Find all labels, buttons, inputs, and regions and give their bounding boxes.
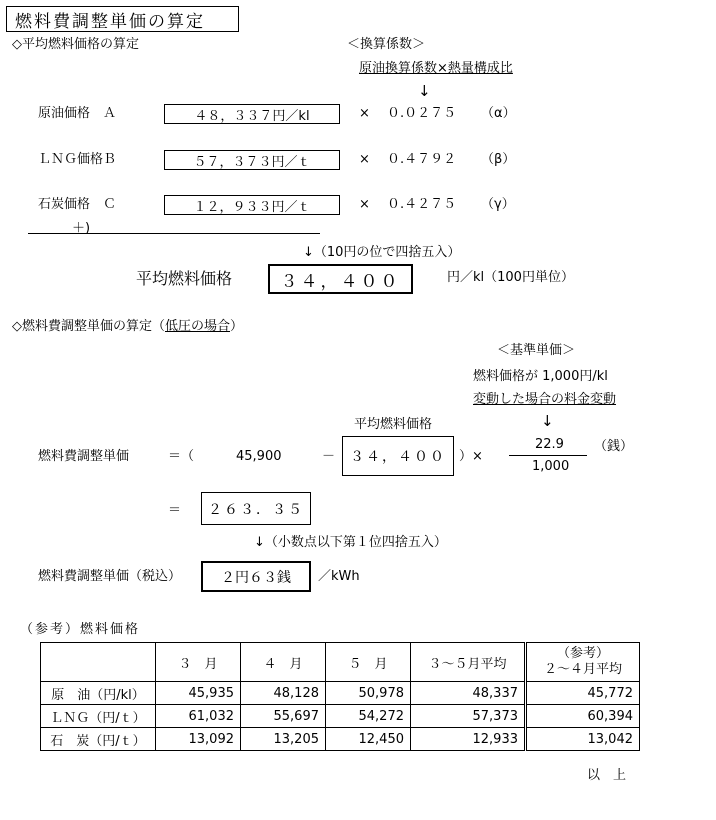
conversion-coef-subheader: 原油換算係数×熱量構成比 bbox=[359, 61, 513, 76]
coal-coef: ０.４２７５ bbox=[387, 197, 457, 212]
cell: 12,933 bbox=[411, 728, 526, 751]
lng-price-box bbox=[164, 150, 340, 170]
coal-symbol: （γ） bbox=[481, 197, 515, 212]
sum-plus-mark: ＋) bbox=[72, 221, 91, 236]
row-label-oil: 原 油（円/kl） bbox=[41, 682, 156, 705]
cell: 48,128 bbox=[241, 682, 326, 705]
formula-avg-price-value: ３４，４００ bbox=[350, 449, 446, 465]
coal-price-box bbox=[164, 195, 340, 215]
unit-sen: （銭） bbox=[594, 439, 634, 454]
table-row bbox=[41, 705, 640, 728]
header-feb-apr-average bbox=[526, 643, 640, 682]
tax-included-unit: ／kWh bbox=[318, 569, 360, 584]
formula-minus: － bbox=[322, 449, 336, 464]
round-note-1: ↓（10円の位で四捨五入） bbox=[303, 245, 461, 260]
oil-coef: ０.０２７５ bbox=[387, 106, 457, 121]
result-equals: ＝ bbox=[168, 503, 182, 518]
table-row bbox=[41, 682, 640, 705]
section2-heading-underlined: 低圧の場合 bbox=[165, 319, 231, 334]
table-header-row bbox=[41, 643, 640, 682]
conversion-coef-header: ＜換算係数＞ bbox=[347, 37, 426, 52]
coal-times: × bbox=[359, 197, 370, 212]
cell: 13,042 bbox=[526, 728, 640, 751]
lng-price-value: ５７，３７３円／ｔ bbox=[193, 154, 311, 170]
row-label-lng: ＬＮＧ（円/ｔ） bbox=[41, 705, 156, 728]
oil-price-label: 原油価格 Ａ bbox=[38, 106, 117, 121]
oil-price-value: ４８，３３７円／kl bbox=[194, 108, 310, 124]
formula-avg-price-box bbox=[342, 436, 454, 476]
oil-price-box bbox=[164, 104, 340, 124]
closing-mark: 以 上 bbox=[587, 768, 627, 783]
base-unit-line1: 燃料価格が 1,000円/kl bbox=[473, 369, 608, 384]
cell: 55,697 bbox=[241, 705, 326, 728]
cell: 45,772 bbox=[526, 682, 640, 705]
row-label-coal: 石 炭（円/ｔ） bbox=[41, 728, 156, 751]
formula-close-times: ）× bbox=[459, 449, 483, 464]
section2-heading: ◇燃料費調整単価の算定（低圧の場合） bbox=[12, 319, 244, 334]
reference-price-table bbox=[40, 642, 640, 751]
page-title-text: 燃料費調整単価の算定 bbox=[15, 11, 205, 32]
avg-price-caption: 平均燃料価格 bbox=[354, 417, 433, 432]
base-unit-arrow: ↓ bbox=[541, 412, 554, 430]
header-march: ３ 月 bbox=[156, 643, 241, 682]
section1-heading: ◇平均燃料価格の算定 bbox=[12, 37, 139, 52]
lng-price-label: ＬＮＧ価格Ｂ bbox=[38, 152, 117, 167]
cell: 12,450 bbox=[326, 728, 411, 751]
oil-times: × bbox=[359, 106, 370, 121]
base-unit-line2: 変動した場合の料金変動 bbox=[473, 392, 617, 407]
result-value: ２６３．３５ bbox=[208, 501, 304, 518]
fraction-denominator: 1,000 bbox=[532, 459, 570, 474]
tax-included-label: 燃料費調整単価（税込） bbox=[38, 569, 182, 584]
table-row bbox=[41, 728, 640, 751]
lng-symbol: （β） bbox=[481, 152, 516, 167]
cell: 45,935 bbox=[156, 682, 241, 705]
cell: 60,394 bbox=[526, 705, 640, 728]
adjustment-unit-label: 燃料費調整単価 bbox=[38, 449, 130, 464]
round-note-2: ↓（小数点以下第１位四捨五入） bbox=[254, 535, 447, 550]
cell: 61,032 bbox=[156, 705, 241, 728]
avg-price-value: ３４，４００ bbox=[280, 271, 401, 292]
tax-included-value: ２円６３銭 bbox=[221, 569, 291, 586]
avg-price-box bbox=[268, 264, 413, 294]
cell: 54,272 bbox=[326, 705, 411, 728]
lng-coef: ０.４７９２ bbox=[387, 152, 457, 167]
cell: 13,205 bbox=[241, 728, 326, 751]
lng-times: × bbox=[359, 152, 370, 167]
avg-price-unit: 円／kl（100円単位） bbox=[447, 270, 574, 285]
fraction-numerator: 22.9 bbox=[535, 437, 564, 452]
header-mar-may-average: ３～５月平均 bbox=[411, 643, 526, 682]
avg-price-label: 平均燃料価格 bbox=[136, 269, 233, 288]
cell: 50,978 bbox=[326, 682, 411, 705]
base-unit-header: ＜基準単価＞ bbox=[497, 343, 576, 358]
header-blank bbox=[41, 643, 156, 682]
fraction-bar bbox=[509, 455, 587, 456]
tax-included-box bbox=[201, 561, 311, 592]
base-fuel-price: 45,900 bbox=[236, 449, 282, 464]
cell: 13,092 bbox=[156, 728, 241, 751]
coal-price-value: １２，９３３円／ｔ bbox=[193, 199, 311, 215]
formula-open: ＝（ bbox=[168, 449, 195, 464]
header-reference-mark: （参考） bbox=[556, 645, 609, 661]
oil-symbol: （α） bbox=[481, 106, 516, 121]
conversion-down-arrow: ↓ bbox=[418, 82, 431, 100]
header-april: ４ 月 bbox=[241, 643, 326, 682]
header-may: ５ 月 bbox=[326, 643, 411, 682]
cell: 57,373 bbox=[411, 705, 526, 728]
reference-caption: （参考）燃料価格 bbox=[20, 622, 141, 637]
cell: 48,337 bbox=[411, 682, 526, 705]
result-box bbox=[201, 492, 311, 525]
coal-price-label: 石炭価格 Ｃ bbox=[38, 197, 117, 212]
page-title bbox=[6, 6, 239, 32]
header-feb-apr-label: ２～４月平均 bbox=[543, 662, 622, 677]
